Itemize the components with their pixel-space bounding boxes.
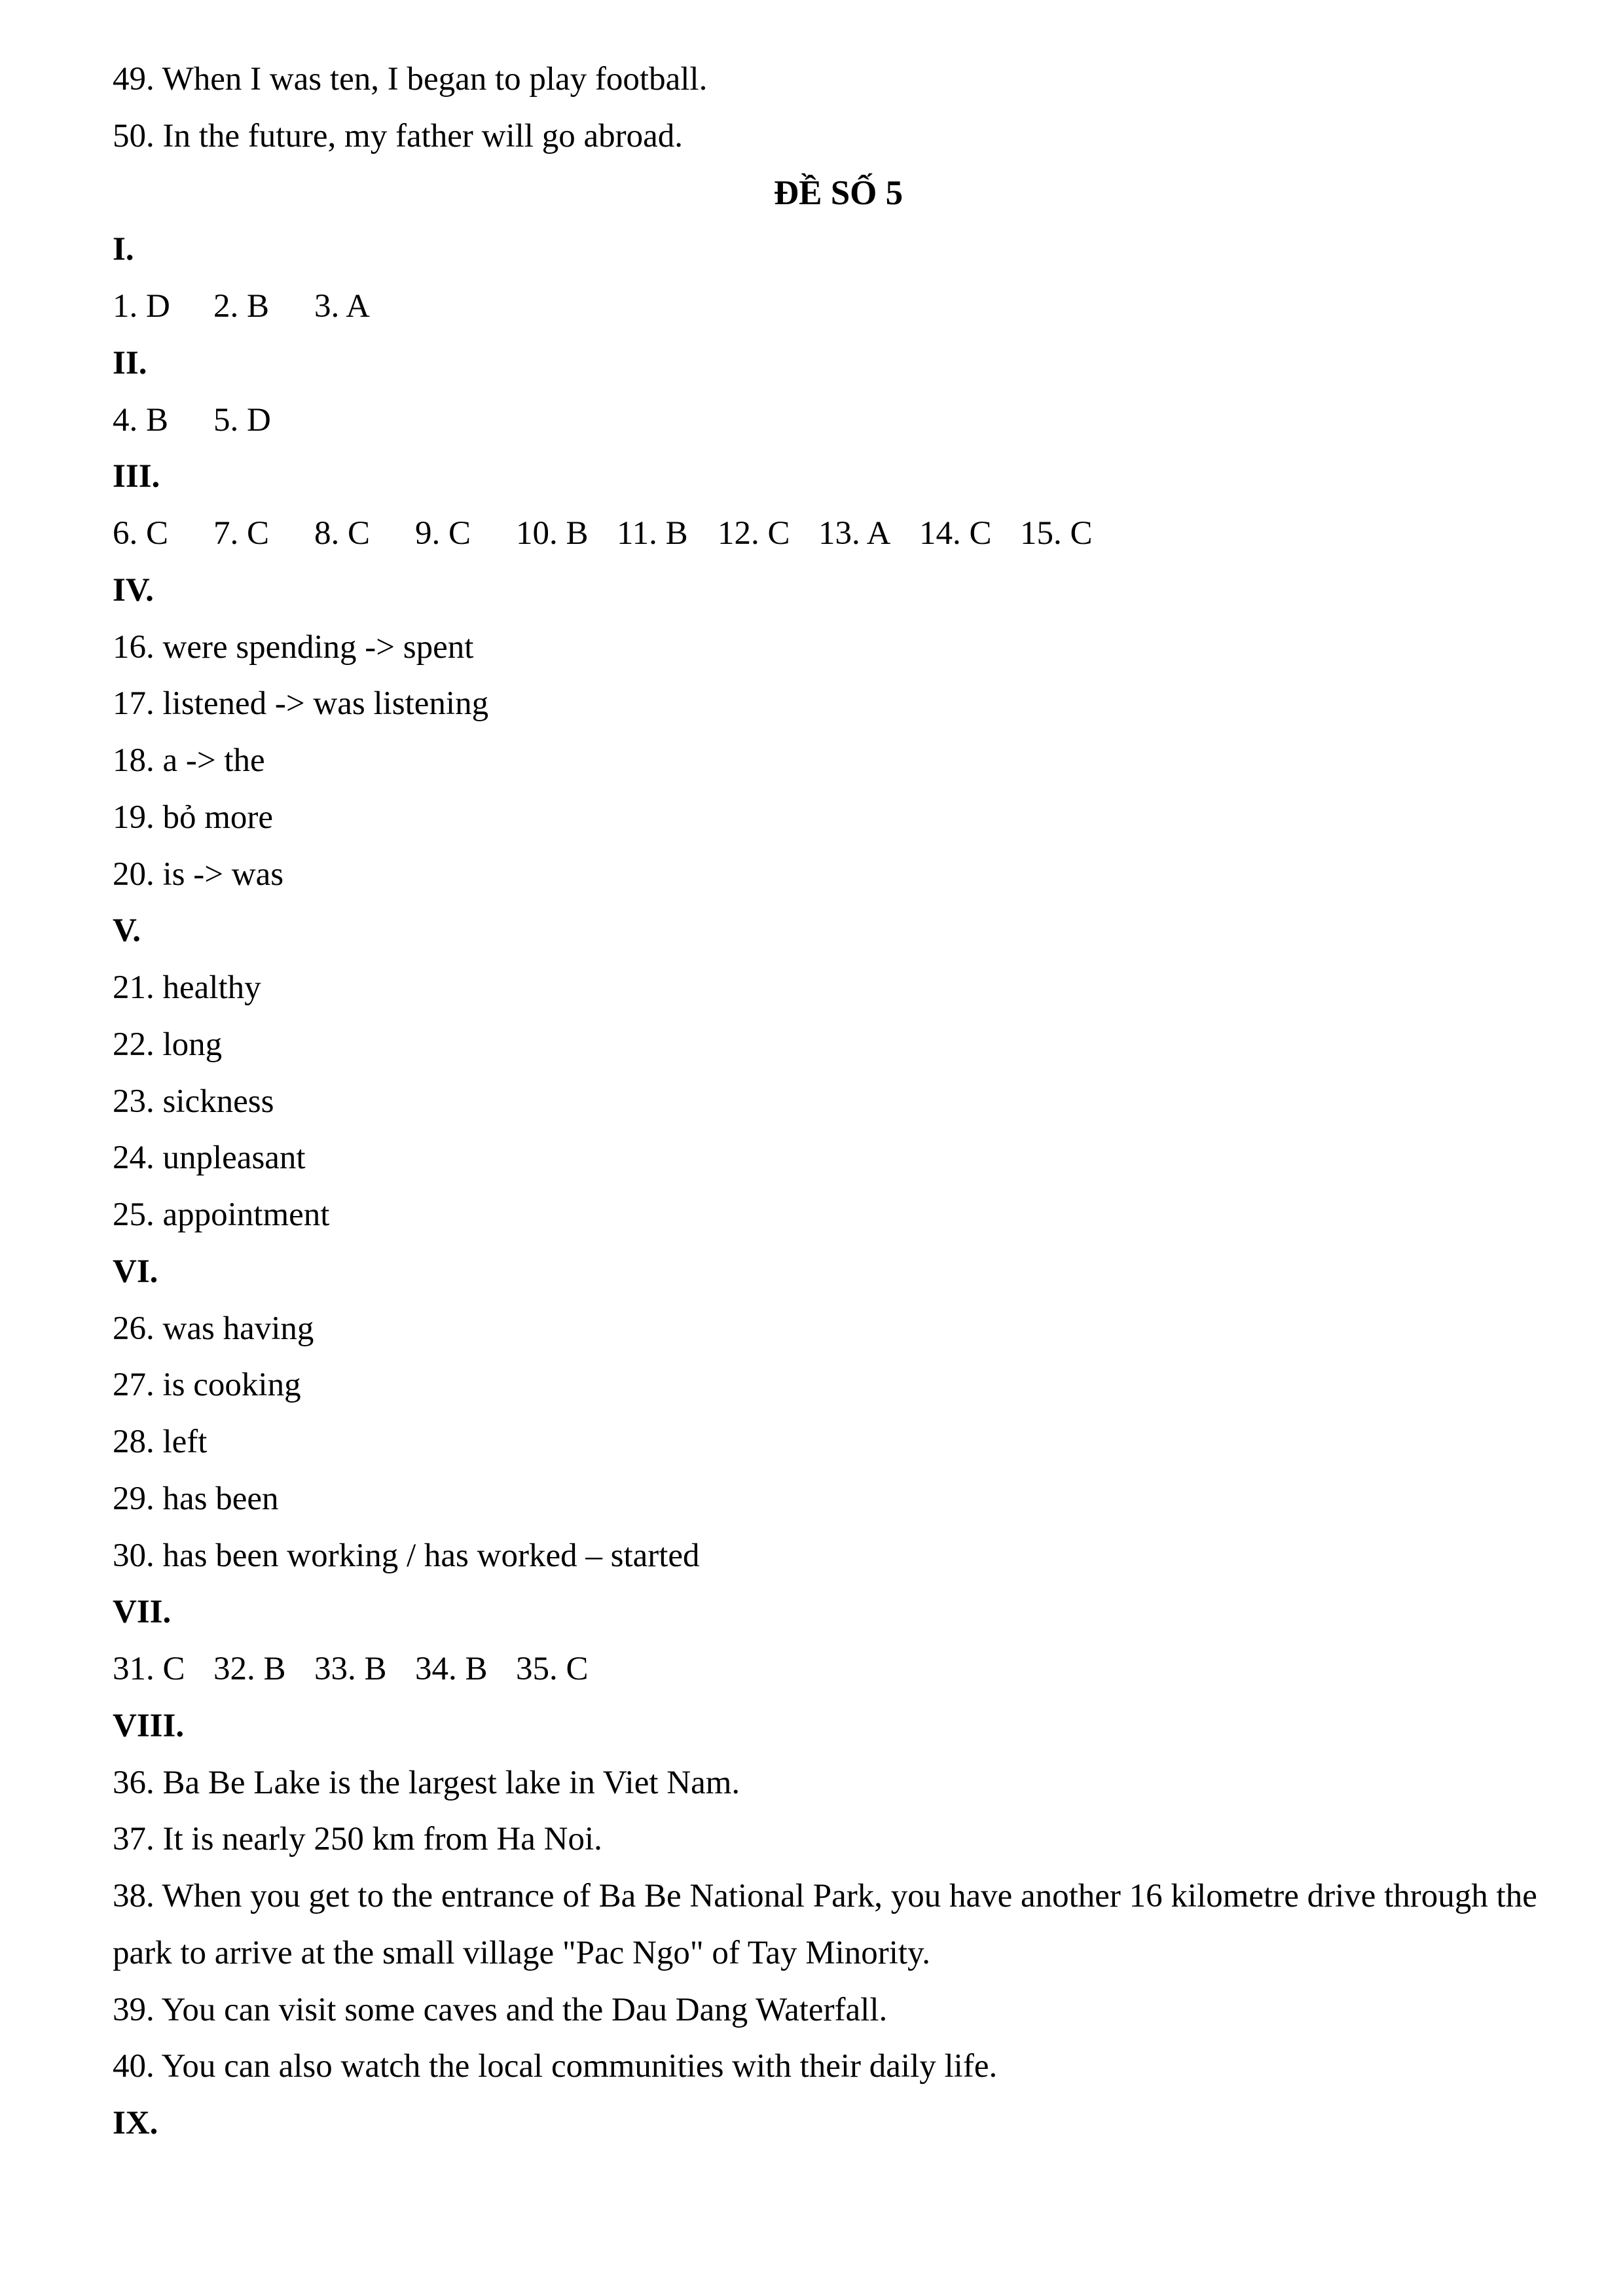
answer-cell: 34. B: [415, 1651, 488, 1687]
section-heading: I.: [113, 231, 134, 268]
answer-line: 27. is cooking: [113, 1367, 301, 1404]
answer-cell: 31. C: [113, 1651, 185, 1687]
answer-cell: 7. C: [213, 515, 270, 552]
answer-line: 37. It is nearly 250 km from Ha Noi.: [113, 1821, 602, 1858]
answer-cell: 9. C: [415, 515, 471, 552]
answer-line: 18. a -> the: [113, 742, 265, 779]
answer-line: 30. has been working / has worked – started: [113, 1537, 700, 1574]
answer-cell: 3. A: [314, 288, 371, 325]
section-heading: II.: [113, 344, 147, 382]
answer-line: 49. When I was ten, I began to play football.: [113, 61, 708, 98]
answer-cell: 2. B: [213, 288, 270, 325]
answer-cell: 14. C: [919, 515, 992, 552]
answer-line: park to arrive at the small village "Pac Ngo" of Tay Minority.: [113, 1934, 931, 1971]
answer-cell: 4. B: [113, 401, 169, 439]
answer-line: 16. were spending -> spent: [113, 628, 474, 666]
answer-row: [113, 392, 1564, 449]
answer-line: 26. was having: [113, 1310, 314, 1347]
answer-line: 36. Ba Be Lake is the largest lake in Viet Nam.: [113, 1764, 740, 1801]
answer-line: 20. is -> was: [113, 855, 284, 893]
answer-line: 24. unpleasant: [113, 1139, 306, 1177]
answer-line: 23. sickness: [113, 1083, 274, 1120]
answer-line: 28. left: [113, 1424, 208, 1460]
exam-title: ĐỀ SỐ 5: [773, 173, 903, 212]
answer-line: 50. In the future, my father will go abroad.: [113, 117, 683, 154]
answer-line: 40. You can also watch the local communities with their daily life.: [113, 2048, 998, 2085]
answer-line: 19. bỏ more: [113, 798, 274, 836]
section-heading: VII.: [113, 1594, 172, 1631]
answer-row: [113, 505, 1564, 562]
answer-line: 29. has been: [113, 1480, 279, 1517]
answer-line: 17. listened -> was listening: [113, 685, 489, 723]
answer-cell: 11. B: [617, 515, 688, 552]
answer-cell: 8. C: [314, 515, 371, 552]
section-heading: V.: [113, 912, 141, 950]
answer-line: 25. appointment: [113, 1196, 330, 1233]
answer-cell: 5. D: [213, 401, 271, 439]
answer-line: 21. healthy: [113, 969, 261, 1006]
answer-cell: 10. B: [516, 515, 589, 552]
section-heading: IV.: [113, 571, 154, 609]
answer-row: [113, 1641, 1564, 1698]
answer-cell: 1. D: [113, 288, 170, 325]
answer-cell: 35. C: [516, 1651, 589, 1687]
section-heading: VI.: [113, 1253, 158, 1290]
answer-cell: 32. B: [213, 1651, 286, 1687]
section-heading: VIII.: [113, 1707, 185, 1744]
answer-cell: 6. C: [113, 515, 169, 552]
answer-cell: 33. B: [314, 1651, 387, 1687]
section-heading: IX.: [113, 2105, 158, 2142]
answer-line: 22. long: [113, 1026, 223, 1063]
answer-cell: 12. C: [718, 515, 790, 552]
answer-cell: 15. C: [1020, 515, 1093, 552]
answer-line: 39. You can visit some caves and the Dau Dang Waterfall.: [113, 1991, 888, 2028]
answer-line: 38. When you get to the entrance of Ba Be National Park, you have another 16 kilometre drive through the: [113, 1878, 1537, 1914]
answer-row: [113, 278, 1564, 335]
section-heading: III.: [113, 458, 160, 495]
answer-cell: 13. A: [818, 515, 891, 552]
